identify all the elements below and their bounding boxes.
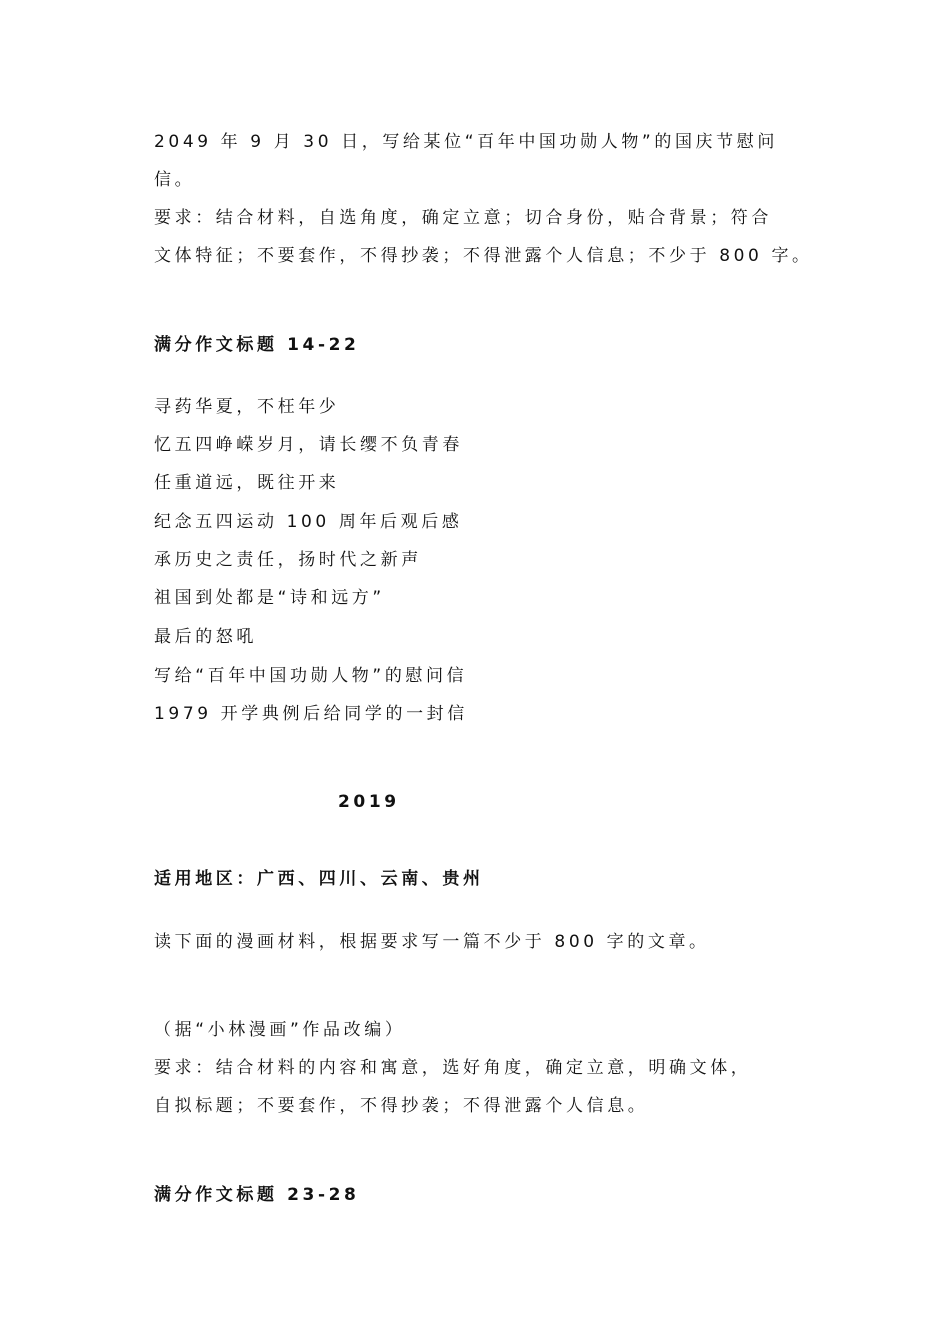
requirement-line-1: 要求：结合材料的内容和寓意，选好角度，确定立意，明确文体， (154, 1058, 752, 1078)
essay-prompt: 读下面的漫画材料，根据要求写一篇不少于 800 字的文章。 (154, 932, 710, 952)
essay-title: 祖国到处都是“诗和远方” (154, 588, 385, 608)
source-note: （据“小林漫画”作品改编） (154, 1020, 406, 1040)
year-heading: 2019 (338, 792, 400, 812)
essay-title: 任重道远，既往开来 (154, 473, 340, 493)
requirement-line-1: 要求：结合材料，自选角度，确定立意；切合身份，贴合背景；符合 (154, 208, 772, 228)
region-heading: 适用地区：广西、四川、云南、贵州 (154, 869, 484, 889)
section-heading-14-22: 满分作文标题 14-22 (154, 335, 360, 355)
essay-title: 寻药华夏，不枉年少 (154, 397, 340, 417)
prompt-line-2: 信。 (154, 170, 196, 190)
section-heading-23-28: 满分作文标题 23-28 (154, 1185, 360, 1205)
prompt-line-1: 2049 年 9 月 30 日，写给某位“百年中国功勋人物”的国庆节慰问 (154, 132, 778, 152)
requirement-line-2: 自拟标题；不要套作，不得抄袭；不得泄露个人信息。 (154, 1096, 649, 1116)
essay-title: 1979 开学典例后给同学的一封信 (154, 704, 468, 724)
essay-title: 承历史之责任，扬时代之新声 (154, 550, 422, 570)
essay-title: 写给“百年中国功勋人物”的慰问信 (154, 666, 468, 686)
essay-title: 忆五四峥嵘岁月，请长缨不负青春 (154, 435, 463, 455)
requirement-line-2: 文体特征；不要套作，不得抄袭；不得泄露个人信息；不少于 800 字。 (154, 246, 813, 266)
essay-title: 纪念五四运动 100 周年后观后感 (154, 512, 463, 532)
essay-title: 最后的怒吼 (154, 627, 257, 647)
